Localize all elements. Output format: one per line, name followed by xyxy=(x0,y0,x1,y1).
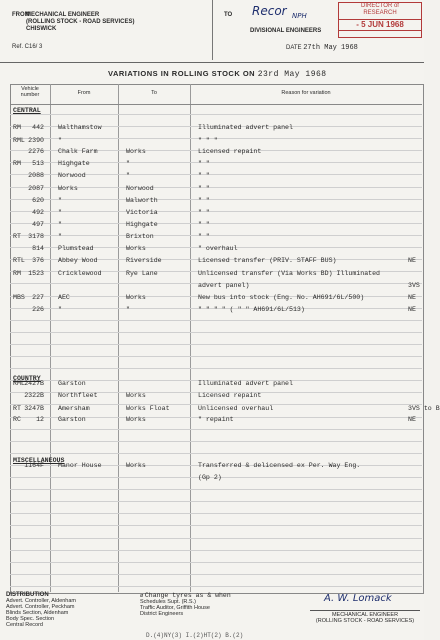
vehicle-number: 1523 xyxy=(28,270,44,277)
signature-line xyxy=(310,610,420,611)
to-cell: " xyxy=(126,306,130,313)
to-cell: " xyxy=(126,172,130,179)
row-rule xyxy=(10,320,422,321)
extra-cell: NE xyxy=(408,416,416,423)
header-divider xyxy=(212,0,213,60)
memo-header xyxy=(0,0,424,63)
row-rule xyxy=(10,235,422,236)
copies-block xyxy=(140,593,231,617)
to-cell: " xyxy=(126,160,130,167)
vehicle-number: 2390 xyxy=(28,137,44,144)
row-rule xyxy=(10,344,422,345)
copy-item: Traffic Auditor, Griffith House xyxy=(140,605,210,611)
distribution-item: Advert. Controller, Peckham xyxy=(6,604,75,610)
reason-cell: " " " xyxy=(198,137,218,144)
from-cell: Manor House xyxy=(58,462,102,469)
to-cell: Works xyxy=(126,462,146,469)
from-cell: " xyxy=(58,197,62,204)
vehicle-number: 2276 xyxy=(28,148,44,155)
vehicle-class: RML xyxy=(13,137,25,144)
row-rule xyxy=(10,550,422,551)
note-text: Change tyres as & when xyxy=(144,592,231,599)
col-divider-1 xyxy=(50,84,51,592)
distribution-item: Central Record xyxy=(6,622,43,628)
received-stamp xyxy=(338,2,422,38)
col-divider-2 xyxy=(118,84,119,592)
vehicle-class: RM xyxy=(13,124,21,131)
from-cell: Highgate xyxy=(58,160,90,167)
stamp-line-1: DIRECTOR of xyxy=(361,3,399,9)
to-cell: Works xyxy=(126,245,146,252)
from-line-1: MECHANICAL ENGINEER xyxy=(26,12,100,18)
from-cell: " xyxy=(58,233,62,240)
row-rule xyxy=(10,356,422,357)
vehicle-class: MBS xyxy=(13,294,25,301)
row-rule xyxy=(10,223,422,224)
copy-item: Schedules Supt. (R.S.) xyxy=(140,599,196,605)
vehicle-number: 2087 xyxy=(28,185,44,192)
copy-item: District Engineers xyxy=(140,611,184,617)
from-cell: Walthamstow xyxy=(58,124,102,131)
reason-cell: Licensed repaint xyxy=(198,392,262,399)
extra-cell: NE xyxy=(408,306,416,313)
row-rule xyxy=(10,574,422,575)
col-header-vehicle xyxy=(10,86,50,98)
vehicle-class: RT xyxy=(13,233,21,240)
note-prefix: ø xyxy=(140,593,144,599)
from-cell: Amersham xyxy=(58,405,90,412)
vehicle-number: 814 xyxy=(32,245,44,252)
from-cell: Works xyxy=(58,185,78,192)
from-line-3: CHISWICK xyxy=(26,26,57,32)
from-line-2: (ROLLING STOCK - ROAD SERVICES) xyxy=(26,19,135,25)
row-rule xyxy=(10,489,422,490)
vehicle-number: 442 xyxy=(32,124,44,131)
vehicle-class: RM xyxy=(13,270,21,277)
vehicle-number: 3178 xyxy=(28,233,44,240)
stamp-line-2: RESEARCH xyxy=(363,10,397,16)
reason-cell: Illuminated advert panel xyxy=(198,380,293,387)
title-date: 23rd May 1968 xyxy=(257,70,327,79)
from-cell: AEC xyxy=(58,294,70,301)
from-cell: Chalk Farm xyxy=(58,148,98,155)
from-label: FROM xyxy=(12,12,30,18)
reason-cell: " " xyxy=(198,233,210,240)
reason-cell: " " xyxy=(198,172,210,179)
from-cell: Norwood xyxy=(58,172,86,179)
to-handwritten: Recor xyxy=(252,4,287,18)
vehicle-class: RML xyxy=(13,380,25,387)
extra-cell: NE xyxy=(408,257,416,264)
row-rule xyxy=(10,199,422,200)
form-title xyxy=(108,69,327,79)
to-cell: Works xyxy=(126,294,146,301)
to-cell: Norwood xyxy=(126,185,154,192)
col-header-to: To xyxy=(151,90,157,96)
vehicle-number: 2322B xyxy=(24,392,44,399)
row-rule xyxy=(10,114,422,115)
col-header-vehicle-2: number xyxy=(20,92,40,98)
distribution-block xyxy=(6,592,76,628)
vehicle-class: RC xyxy=(13,416,21,423)
reason-cell: New bus into stock (Eng. No. AH691/6L/500) xyxy=(198,294,365,301)
from-cell: Northfleet xyxy=(58,392,98,399)
to-cell: Rye Lane xyxy=(126,270,158,277)
extra-cell: 3VS to B xyxy=(408,405,440,412)
title-text: VARIATIONS IN ROLLING STOCK ON xyxy=(108,69,256,78)
vehicle-number: 376 xyxy=(32,257,44,264)
reason-cell: " repaint xyxy=(198,416,234,423)
extra-cell: 3VS xyxy=(408,282,420,289)
vehicle-class: RT xyxy=(13,405,21,412)
date-field xyxy=(286,44,358,52)
section-country: COUNTRY xyxy=(13,375,41,382)
reason-cell: " " xyxy=(198,209,210,216)
from-cell: Garston xyxy=(58,380,86,387)
row-rule xyxy=(10,513,422,514)
col-header-reason: Reason for variation xyxy=(281,90,331,96)
vehicle-number: 226 xyxy=(32,306,44,313)
col-divider-3 xyxy=(190,84,191,592)
vehicle-class: RTL xyxy=(13,257,25,264)
from-cell: " xyxy=(58,137,62,144)
distribution-item: Body Spec. Section xyxy=(6,616,55,622)
reason-cell: Unlicensed overhaul xyxy=(198,405,274,412)
reason-cell: Transferred & delicensed ex Per. Way Eng. xyxy=(198,462,361,469)
row-rule xyxy=(10,562,422,563)
stamp-date: - 5 JUN 1968 xyxy=(339,19,421,31)
distribution-item: Blinds Section, Aldenham xyxy=(6,610,69,616)
reason-cell: advert panel) xyxy=(198,282,250,289)
row-rule xyxy=(10,368,422,369)
reason-cell: Licensed repaint xyxy=(198,148,262,155)
date-value: 27th May 1968 xyxy=(303,44,358,52)
distribution-label: DISTRIBUTION xyxy=(6,592,49,598)
to-cell: Works xyxy=(126,416,146,423)
from-cell: Plumstead xyxy=(58,245,94,252)
col-header-from: From xyxy=(77,90,91,96)
from-cell: Abbey Wood xyxy=(58,257,98,264)
section-miscellaneous: MISCELLANEOUS xyxy=(13,457,65,464)
row-rule xyxy=(10,525,422,526)
row-rule xyxy=(10,586,422,587)
to-cell: Works xyxy=(126,392,146,399)
vehicle-number: 620 xyxy=(32,197,44,204)
to-cell: Works xyxy=(126,148,146,155)
from-cell: " xyxy=(58,209,62,216)
from-cell: " xyxy=(58,221,62,228)
copy-code: D.(4)NY(3) I.(2)HT(2) B.(2) xyxy=(146,632,244,639)
reason-cell: Unlicensed transfer (Via Works BD) Illuminated xyxy=(198,270,381,277)
reason-cell: " " " " ( " " AH691/6L/513) xyxy=(198,306,305,313)
row-rule xyxy=(10,441,422,442)
to-cell: Brixton xyxy=(126,233,154,240)
row-rule xyxy=(10,211,422,212)
to-cell: Highgate xyxy=(126,221,158,228)
col-header-vehicle-1: Vehicle xyxy=(21,86,39,92)
vehicle-number: 492 xyxy=(32,209,44,216)
row-rule xyxy=(10,429,422,430)
to-cell: Riverside xyxy=(126,257,162,264)
vehicle-number: 227 xyxy=(32,294,44,301)
reason-cell: " " xyxy=(198,185,210,192)
reason-cell: " " xyxy=(198,160,210,167)
reason-cell: Illuminated advert panel xyxy=(198,124,293,131)
to-cell: Works Float xyxy=(126,405,170,412)
to-cell: Victoria xyxy=(126,209,158,216)
reason-cell: " overhaul xyxy=(198,245,238,252)
reason-cell: " " xyxy=(198,221,210,228)
from-cell: " xyxy=(58,306,62,313)
reason-cell: Licensed transfer (PRIV. STAFF BUS) xyxy=(198,257,337,264)
to-handwritten-2: NPH xyxy=(292,12,307,20)
signature: A. W. Lomack xyxy=(324,593,392,604)
from-cell: Cricklewood xyxy=(58,270,102,277)
header-rule xyxy=(10,104,422,105)
distribution-item: Advert. Controller, Aldenham xyxy=(6,598,77,604)
reference-number: Ref. C16/ 3 xyxy=(12,44,43,50)
division-label: DIVISIONAL ENGINEERS xyxy=(250,28,322,34)
row-rule xyxy=(10,538,422,539)
to-label: TO xyxy=(224,12,233,18)
vehicle-number: 2427B xyxy=(24,380,44,387)
extra-cell: NE xyxy=(408,294,416,301)
from-cell: Garston xyxy=(58,416,86,423)
vehicle-number: 513 xyxy=(32,160,44,167)
row-rule xyxy=(10,501,422,502)
vehicle-number: 1164F xyxy=(24,462,44,469)
vehicle-number: 497 xyxy=(32,221,44,228)
section-central: CENTRAL xyxy=(13,107,41,114)
reason-cell: " " xyxy=(198,197,210,204)
signature-title-1: MECHANICAL ENGINEER xyxy=(331,612,399,618)
vehicle-class: RM xyxy=(13,160,21,167)
to-cell: Walworth xyxy=(126,197,158,204)
date-label: DATE xyxy=(286,45,302,51)
vehicle-number: 2088 xyxy=(28,172,44,179)
reason-cell: (Gp 2) xyxy=(198,474,222,481)
vehicle-number: 12 xyxy=(36,416,44,423)
row-rule xyxy=(10,453,422,454)
vehicle-number: 3247B xyxy=(24,405,44,412)
signature-title-2: (ROLLING STOCK - ROAD SERVICES) xyxy=(315,618,415,624)
row-rule xyxy=(10,332,422,333)
